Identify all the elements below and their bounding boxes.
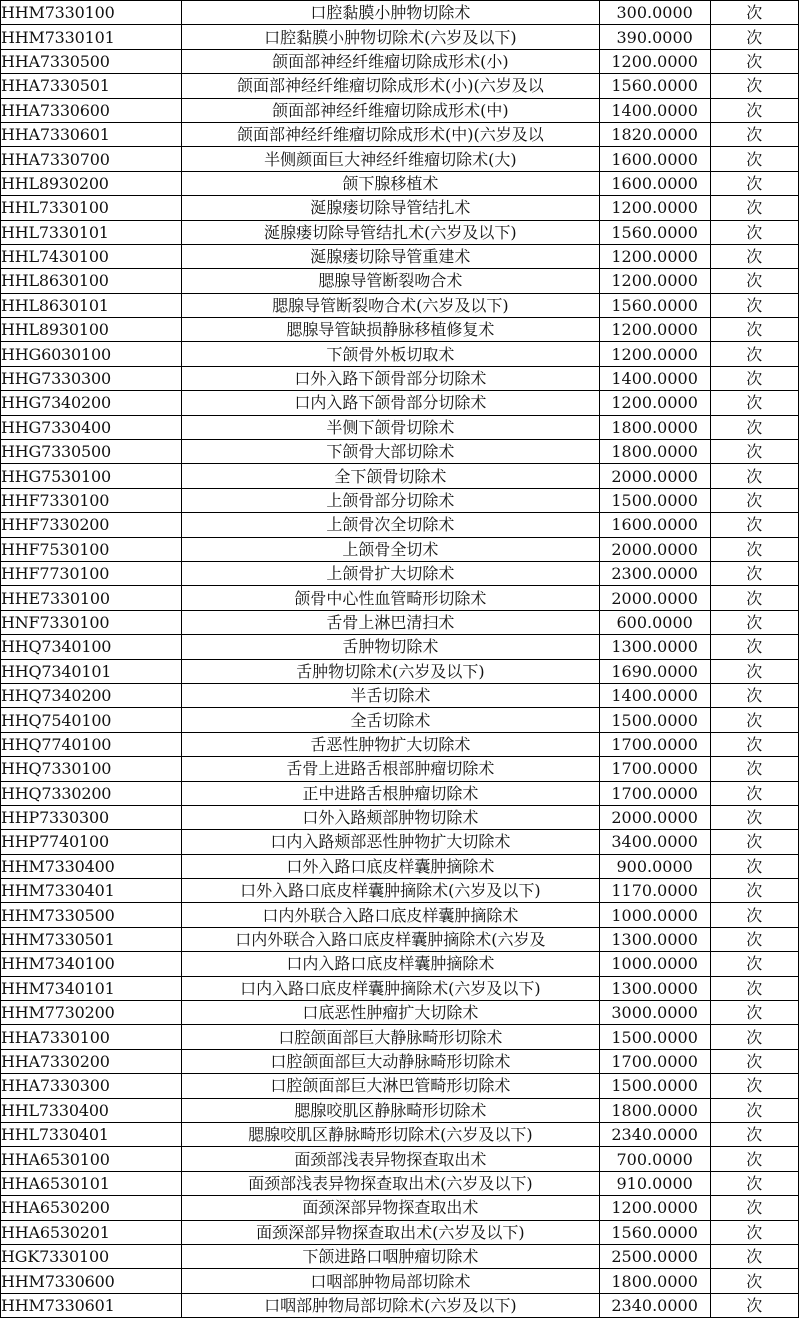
item-code-cell: HHQ7340100 [1,635,182,659]
item-unit-cell: 次 [710,903,798,927]
item-code-cell: HHG7530100 [1,464,182,488]
table-row [1,366,799,390]
table-row [1,269,799,293]
item-code-cell: HHA7330601 [1,122,182,146]
item-price-cell: 1000.0000 [599,903,710,927]
item-name-cell: 下颌骨大部切除术 [181,440,599,464]
item-price-cell: 1500.0000 [599,1025,710,1049]
item-name-cell: 颌面部神经纤维瘤切除成形术(中)(六岁及以 [181,122,599,146]
item-unit-cell: 次 [710,440,798,464]
item-unit-cell: 次 [710,1196,798,1220]
item-price-cell: 1560.0000 [599,74,710,98]
item-price-cell: 3000.0000 [599,1001,710,1025]
item-price-cell: 2000.0000 [599,805,710,829]
item-unit-cell: 次 [710,1074,798,1098]
item-name-cell: 腮腺导管缺损静脉移植修复术 [181,318,599,342]
item-unit-cell: 次 [710,757,798,781]
item-code-cell: HHG7330300 [1,366,182,390]
item-code-cell: HHM7340100 [1,952,182,976]
item-price-cell: 1560.0000 [599,293,710,317]
item-price-cell: 1700.0000 [599,732,710,756]
item-code-cell: HHL7330401 [1,1122,182,1146]
item-name-cell: 全舌切除术 [181,708,599,732]
table-row [1,1220,799,1244]
item-name-cell: 半侧颜面巨大神经纤维瘤切除术(大) [181,147,599,171]
item-unit-cell: 次 [710,147,798,171]
table-row [1,732,799,756]
item-code-cell: HHQ7340101 [1,659,182,683]
item-code-cell: HHQ7540100 [1,708,182,732]
item-price-cell: 3400.0000 [599,830,710,854]
table-row [1,1244,799,1268]
item-price-cell: 1820.0000 [599,122,710,146]
table-row [1,561,799,585]
item-unit-cell: 次 [710,98,798,122]
item-price-cell: 1300.0000 [599,927,710,951]
item-unit-cell: 次 [710,513,798,537]
item-price-cell: 600.0000 [599,610,710,634]
item-name-cell: 口内入路口底皮样囊肿摘除术 [181,952,599,976]
item-unit-cell: 次 [710,1147,798,1171]
item-price-cell: 300.0000 [599,1,710,25]
item-code-cell: HHG7330500 [1,440,182,464]
item-code-cell: HHQ7740100 [1,732,182,756]
table-row [1,1074,799,1098]
item-price-cell: 1400.0000 [599,366,710,390]
item-price-cell: 1600.0000 [599,171,710,195]
item-code-cell: HHL8930100 [1,318,182,342]
table-row [1,854,799,878]
item-name-cell: 全下颌骨切除术 [181,464,599,488]
table-row [1,196,799,220]
item-name-cell: 口外入路下颌骨部分切除术 [181,366,599,390]
table-row [1,1147,799,1171]
item-unit-cell: 次 [710,1,798,25]
table-row [1,1171,799,1195]
table-row [1,98,799,122]
item-name-cell: 腮腺导管断裂吻合术 [181,269,599,293]
item-price-cell: 1560.0000 [599,220,710,244]
item-price-cell: 1500.0000 [599,708,710,732]
item-code-cell: HHM7330400 [1,854,182,878]
item-price-cell: 1200.0000 [599,269,710,293]
item-name-cell: 口外入路口底皮样囊肿摘除术(六岁及以下) [181,879,599,903]
item-price-cell: 1500.0000 [599,488,710,512]
table-row [1,781,799,805]
table-row [1,342,799,366]
table-row [1,122,799,146]
item-code-cell: HHQ7330200 [1,781,182,805]
item-name-cell: 口内入路下颌骨部分切除术 [181,391,599,415]
item-name-cell: 舌肿物切除术(六岁及以下) [181,659,599,683]
item-unit-cell: 次 [710,976,798,1000]
item-code-cell: HHA7330501 [1,74,182,98]
item-price-cell: 2300.0000 [599,561,710,585]
item-name-cell: 上颌骨全切术 [181,537,599,561]
item-code-cell: HHM7330401 [1,879,182,903]
table-row [1,805,799,829]
item-unit-cell: 次 [710,196,798,220]
table-row [1,171,799,195]
table-row [1,757,799,781]
item-unit-cell: 次 [710,635,798,659]
table-row [1,708,799,732]
item-code-cell: HHA7330600 [1,98,182,122]
item-unit-cell: 次 [710,293,798,317]
item-price-cell: 390.0000 [599,25,710,49]
item-code-cell: HHL8630100 [1,269,182,293]
item-price-cell: 1600.0000 [599,513,710,537]
item-code-cell: HHA7330300 [1,1074,182,1098]
item-code-cell: HHL7430100 [1,244,182,268]
item-price-cell: 1200.0000 [599,196,710,220]
item-price-cell: 1200.0000 [599,1196,710,1220]
table-row [1,244,799,268]
item-unit-cell: 次 [710,1171,798,1195]
item-price-cell: 2000.0000 [599,586,710,610]
item-name-cell: 舌肿物切除术 [181,635,599,659]
item-code-cell: HHL7330100 [1,196,182,220]
item-name-cell: 口咽部肿物局部切除术 [181,1269,599,1293]
item-unit-cell: 次 [710,318,798,342]
table-row [1,391,799,415]
item-unit-cell: 次 [710,269,798,293]
item-price-cell: 1300.0000 [599,635,710,659]
table-row [1,318,799,342]
item-price-cell: 2500.0000 [599,1244,710,1268]
item-code-cell: HHF7530100 [1,537,182,561]
item-name-cell: 口腔黏膜小肿物切除术 [181,1,599,25]
item-price-cell: 2000.0000 [599,537,710,561]
item-unit-cell: 次 [710,122,798,146]
item-price-cell: 1690.0000 [599,659,710,683]
item-name-cell: 面颈深部异物探查取出术(六岁及以下) [181,1220,599,1244]
item-unit-cell: 次 [710,1025,798,1049]
item-price-cell: 1400.0000 [599,683,710,707]
item-code-cell: HHL7330400 [1,1098,182,1122]
item-name-cell: 舌骨上进路舌根部肿瘤切除术 [181,757,599,781]
table-row [1,1,799,25]
item-name-cell: 上颌骨部分切除术 [181,488,599,512]
item-code-cell: HHM7330601 [1,1293,182,1317]
item-price-cell: 2340.0000 [599,1122,710,1146]
item-unit-cell: 次 [710,610,798,634]
item-unit-cell: 次 [710,683,798,707]
item-price-cell: 1600.0000 [599,147,710,171]
item-code-cell: HHM7340101 [1,976,182,1000]
item-unit-cell: 次 [710,391,798,415]
item-unit-cell: 次 [710,659,798,683]
item-code-cell: HHG7330400 [1,415,182,439]
item-name-cell: 颌下腺移植术 [181,171,599,195]
item-price-cell: 1700.0000 [599,781,710,805]
item-name-cell: 下颌骨外板切取术 [181,342,599,366]
item-unit-cell: 次 [710,49,798,73]
item-code-cell: HHQ7340200 [1,683,182,707]
item-unit-cell: 次 [710,561,798,585]
table-row [1,879,799,903]
item-name-cell: 腮腺导管断裂吻合术(六岁及以下) [181,293,599,317]
item-unit-cell: 次 [710,879,798,903]
item-code-cell: HHL8630101 [1,293,182,317]
item-unit-cell: 次 [710,854,798,878]
item-price-cell: 1200.0000 [599,49,710,73]
item-unit-cell: 次 [710,342,798,366]
item-unit-cell: 次 [710,1244,798,1268]
item-code-cell: HHF7330100 [1,488,182,512]
table-row [1,1196,799,1220]
item-name-cell: 腮腺咬肌区静脉畸形切除术(六岁及以下) [181,1122,599,1146]
item-price-cell: 1000.0000 [599,952,710,976]
item-name-cell: 口内外联合入路口底皮样囊肿摘除术(六岁及 [181,927,599,951]
item-name-cell: 颌面部神经纤维瘤切除成形术(小) [181,49,599,73]
item-name-cell: 口内入路口底皮样囊肿摘除术(六岁及以下) [181,976,599,1000]
item-unit-cell: 次 [710,1220,798,1244]
item-unit-cell: 次 [710,415,798,439]
item-code-cell: HHM7330101 [1,25,182,49]
table-row [1,952,799,976]
item-name-cell: 口内入路颊部恶性肿物扩大切除术 [181,830,599,854]
table-row [1,927,799,951]
item-price-cell: 1400.0000 [599,98,710,122]
table-row [1,74,799,98]
item-name-cell: 半舌切除术 [181,683,599,707]
item-code-cell: HHA7330500 [1,49,182,73]
fee-table-body [1,1,799,1318]
item-name-cell: 口外入路口底皮样囊肿摘除术 [181,854,599,878]
table-row [1,147,799,171]
item-name-cell: 颌面部神经纤维瘤切除成形术(中) [181,98,599,122]
item-price-cell: 1200.0000 [599,244,710,268]
table-row [1,49,799,73]
item-code-cell: HHM7330100 [1,1,182,25]
item-code-cell: HHF7730100 [1,561,182,585]
item-code-cell: HHM7730200 [1,1001,182,1025]
item-name-cell: 口外入路颊部肿物切除术 [181,805,599,829]
table-row [1,610,799,634]
item-name-cell: 舌恶性肿物扩大切除术 [181,732,599,756]
item-unit-cell: 次 [710,708,798,732]
item-name-cell: 面颈部浅表异物探查取出术 [181,1147,599,1171]
item-code-cell: HHM7330500 [1,903,182,927]
item-unit-cell: 次 [710,220,798,244]
table-row [1,1001,799,1025]
item-unit-cell: 次 [710,366,798,390]
table-row [1,635,799,659]
item-unit-cell: 次 [710,927,798,951]
table-row [1,464,799,488]
item-code-cell: HHA6530101 [1,1171,182,1195]
item-code-cell: HHA7330100 [1,1025,182,1049]
item-unit-cell: 次 [710,781,798,805]
item-code-cell: HHM7330501 [1,927,182,951]
table-row [1,1269,799,1293]
item-name-cell: 下颌进路口咽肿瘤切除术 [181,1244,599,1268]
item-code-cell: HGK7330100 [1,1244,182,1268]
item-code-cell: HHP7740100 [1,830,182,854]
item-price-cell: 2340.0000 [599,1293,710,1317]
item-name-cell: 面颈部浅表异物探查取出术(六岁及以下) [181,1171,599,1195]
table-row [1,903,799,927]
item-unit-cell: 次 [710,1049,798,1073]
item-code-cell: HHP7330300 [1,805,182,829]
item-price-cell: 1200.0000 [599,342,710,366]
table-row [1,976,799,1000]
item-code-cell: HHA7330700 [1,147,182,171]
item-name-cell: 半侧下颌骨切除术 [181,415,599,439]
item-price-cell: 1800.0000 [599,415,710,439]
item-price-cell: 1700.0000 [599,757,710,781]
item-code-cell: HHQ7330100 [1,757,182,781]
item-unit-cell: 次 [710,830,798,854]
item-price-cell: 1200.0000 [599,391,710,415]
item-price-cell: 900.0000 [599,854,710,878]
item-name-cell: 涎腺瘘切除导管结扎术(六岁及以下) [181,220,599,244]
item-price-cell: 1560.0000 [599,1220,710,1244]
item-price-cell: 1800.0000 [599,440,710,464]
item-unit-cell: 次 [710,732,798,756]
item-name-cell: 上颌骨次全切除术 [181,513,599,537]
table-row [1,659,799,683]
table-row [1,537,799,561]
table-row [1,415,799,439]
item-name-cell: 涎腺瘘切除导管重建术 [181,244,599,268]
item-price-cell: 910.0000 [599,1171,710,1195]
table-row [1,440,799,464]
item-unit-cell: 次 [710,952,798,976]
item-name-cell: 颌骨中心性血管畸形切除术 [181,586,599,610]
item-name-cell: 颌面部神经纤维瘤切除成形术(小)(六岁及以 [181,74,599,98]
table-row [1,1122,799,1146]
item-unit-cell: 次 [710,1122,798,1146]
table-row [1,25,799,49]
item-price-cell: 1800.0000 [599,1269,710,1293]
item-unit-cell: 次 [710,74,798,98]
item-unit-cell: 次 [710,537,798,561]
item-name-cell: 正中进路舌根肿瘤切除术 [181,781,599,805]
item-unit-cell: 次 [710,488,798,512]
item-code-cell: HHA6530200 [1,1196,182,1220]
item-name-cell: 舌骨上淋巴清扫术 [181,610,599,634]
table-row [1,1049,799,1073]
item-code-cell: HHA6530201 [1,1220,182,1244]
item-price-cell: 1300.0000 [599,976,710,1000]
item-unit-cell: 次 [710,25,798,49]
table-row [1,586,799,610]
item-price-cell: 1500.0000 [599,1074,710,1098]
table-row [1,1098,799,1122]
item-code-cell: HHL8930200 [1,171,182,195]
item-name-cell: 腮腺咬肌区静脉畸形切除术 [181,1098,599,1122]
item-price-cell: 1200.0000 [599,318,710,342]
item-code-cell: HNF7330100 [1,610,182,634]
item-unit-cell: 次 [710,586,798,610]
table-row [1,513,799,537]
item-unit-cell: 次 [710,805,798,829]
item-name-cell: 口腔颌面部巨大静脉畸形切除术 [181,1025,599,1049]
item-name-cell: 口腔颌面部巨大淋巴管畸形切除术 [181,1074,599,1098]
item-unit-cell: 次 [710,1001,798,1025]
item-name-cell: 涎腺瘘切除导管结扎术 [181,196,599,220]
item-code-cell: HHA6530100 [1,1147,182,1171]
item-code-cell: HHL7330101 [1,220,182,244]
item-unit-cell: 次 [710,1098,798,1122]
item-name-cell: 口底恶性肿瘤扩大切除术 [181,1001,599,1025]
item-code-cell: HHM7330600 [1,1269,182,1293]
item-price-cell: 1800.0000 [599,1098,710,1122]
item-name-cell: 口内外联合入路口底皮样囊肿摘除术 [181,903,599,927]
item-unit-cell: 次 [710,1269,798,1293]
item-name-cell: 口咽部肿物局部切除术(六岁及以下) [181,1293,599,1317]
item-name-cell: 口腔颌面部巨大动静脉畸形切除术 [181,1049,599,1073]
item-code-cell: HHG7340200 [1,391,182,415]
item-price-cell: 1170.0000 [599,879,710,903]
table-row [1,220,799,244]
item-unit-cell: 次 [710,244,798,268]
table-row [1,830,799,854]
item-price-cell: 1700.0000 [599,1049,710,1073]
item-name-cell: 上颌骨扩大切除术 [181,561,599,585]
item-code-cell: HHG6030100 [1,342,182,366]
item-name-cell: 口腔黏膜小肿物切除术(六岁及以下) [181,25,599,49]
item-unit-cell: 次 [710,464,798,488]
item-name-cell: 面颈深部异物探查取出术 [181,1196,599,1220]
item-unit-cell: 次 [710,1293,798,1317]
table-row [1,293,799,317]
item-code-cell: HHA7330200 [1,1049,182,1073]
item-price-cell: 2000.0000 [599,464,710,488]
table-row [1,1293,799,1317]
item-unit-cell: 次 [710,171,798,195]
item-code-cell: HHE7330100 [1,586,182,610]
table-row [1,488,799,512]
table-row [1,683,799,707]
item-code-cell: HHF7330200 [1,513,182,537]
item-price-cell: 700.0000 [599,1147,710,1171]
table-row [1,1025,799,1049]
